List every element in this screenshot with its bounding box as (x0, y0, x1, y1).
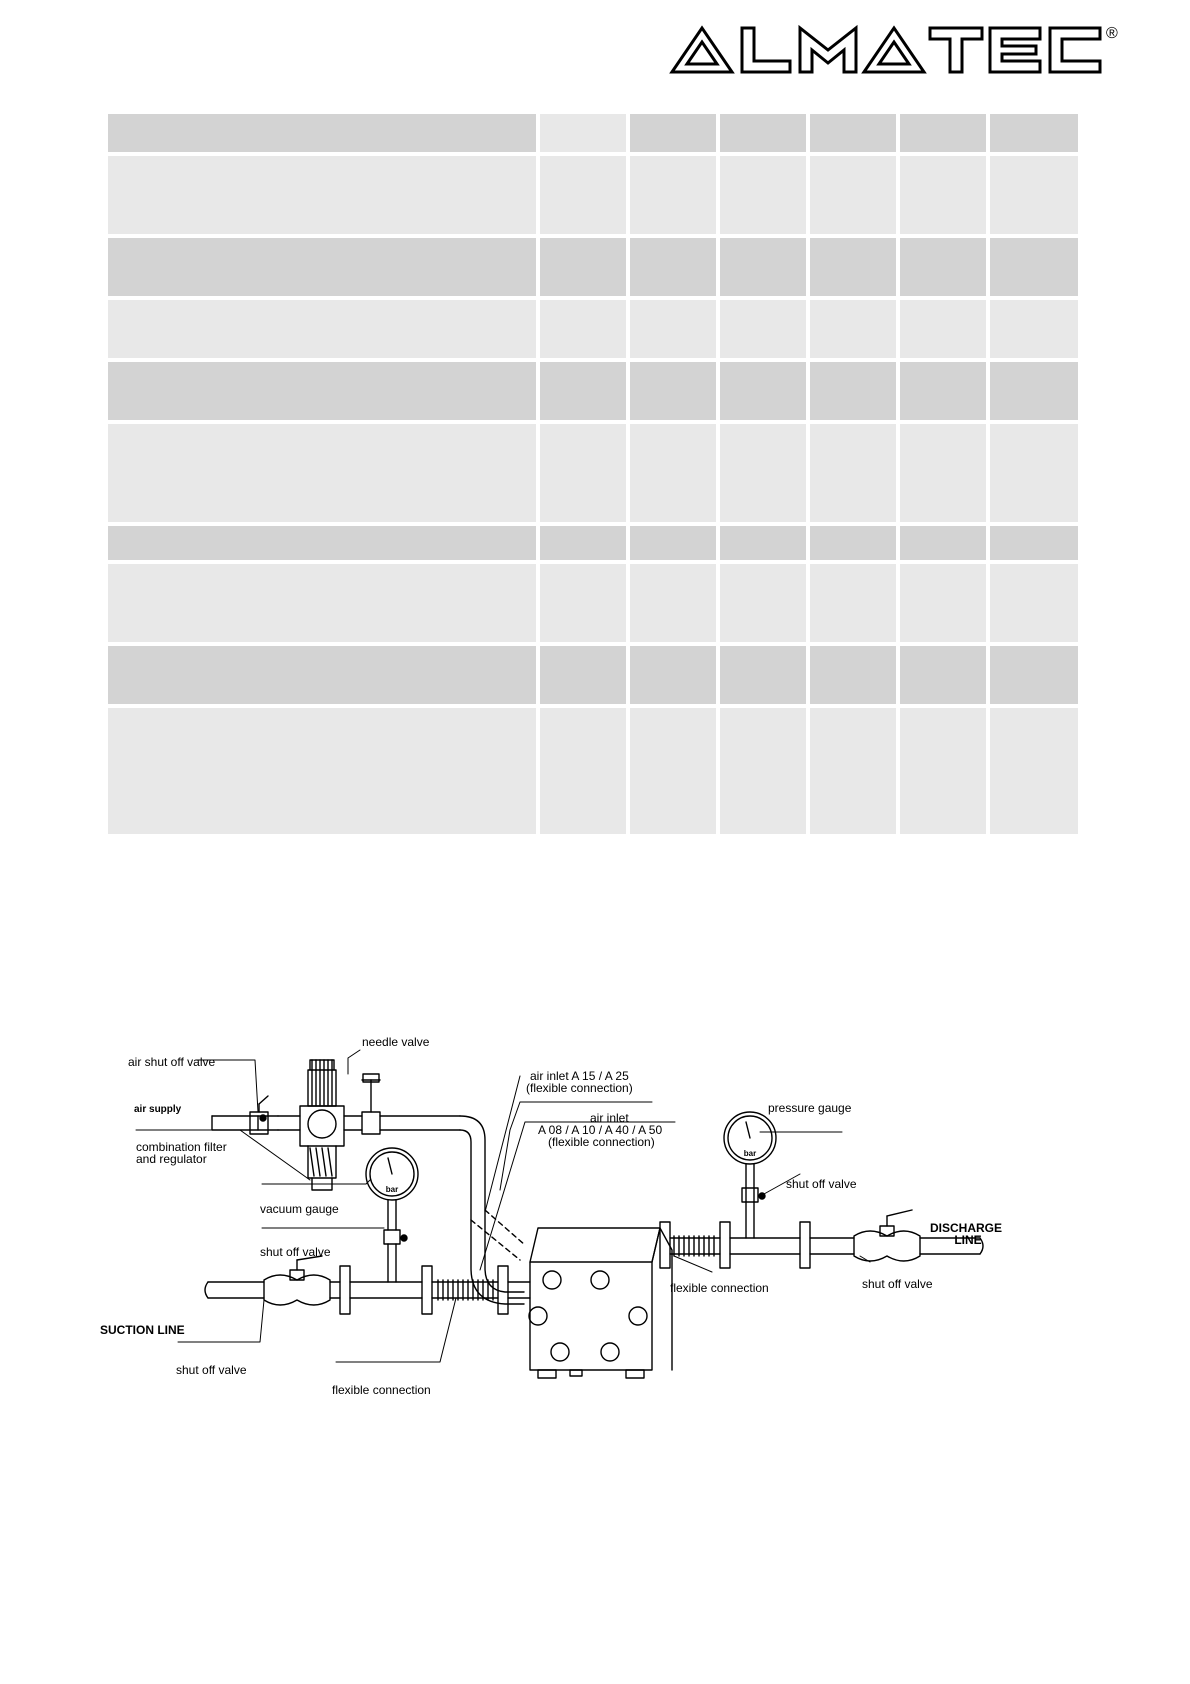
almatec-logo (660, 20, 1130, 80)
needle-valve (362, 1074, 460, 1134)
table-cell-r5-c6 (990, 424, 1078, 522)
table-cell-r4-c6 (990, 362, 1078, 420)
table-cell-r5-c3 (720, 424, 806, 522)
table-cell-r3-c0 (108, 300, 536, 358)
table-cell-r2-c0 (108, 238, 536, 296)
table-cell-r7-c6 (990, 564, 1078, 642)
label-shut-off-valve-discharge-top: shut off valve (786, 1177, 857, 1191)
table-cell-r0-c4 (810, 114, 896, 152)
label-discharge-1: DISCHARGE (930, 1221, 1003, 1235)
label-flexible-connection-suction: flexible connection (332, 1383, 431, 1397)
air-hose (460, 1116, 525, 1304)
pressure-gauge-unit: bar (743, 1149, 757, 1158)
installation-diagram (100, 1030, 1100, 1480)
suction-flexible-connection (432, 1266, 530, 1314)
label-shut-off-valve-suction: shut off valve (176, 1363, 247, 1377)
table-cell-r8-c5 (900, 646, 986, 704)
vacuum-gauge (366, 1148, 418, 1282)
pressure-gauge (724, 1112, 776, 1238)
table-cell-r8-c6 (990, 646, 1078, 704)
label-pressure-gauge: pressure gauge (768, 1101, 852, 1115)
table-cell-r5-c2 (630, 424, 716, 522)
label-needle-valve: needle valve (362, 1035, 430, 1049)
label-air-inlet-3: (flexible connection) (548, 1135, 655, 1149)
table-cell-r5-c5 (900, 424, 986, 522)
table-cell-r5-c1 (540, 424, 626, 522)
table-cell-r2-c1 (540, 238, 626, 296)
table-cell-r2-c5 (900, 238, 986, 296)
label-shut-off-valve-suction-gauge: shut off valve (260, 1245, 331, 1259)
table-cell-r4-c5 (900, 362, 986, 420)
label-vacuum-gauge: vacuum gauge (260, 1202, 339, 1216)
label-air-inlet-a15-1: air inlet A 15 / A 25 (530, 1069, 629, 1083)
table-cell-r3-c5 (900, 300, 986, 358)
table-cell-r1-c1 (540, 156, 626, 234)
table-cell-r0-c3 (720, 114, 806, 152)
discharge-flexible-connection (660, 1222, 730, 1268)
table-cell-r2-c2 (630, 238, 716, 296)
table-cell-r8-c3 (720, 646, 806, 704)
table-cell-r7-c2 (630, 564, 716, 642)
table-cell-r5-c0 (108, 424, 536, 522)
table-cell-r2-c4 (810, 238, 896, 296)
air-shut-off-valve (250, 1096, 268, 1134)
suction-shut-off-valve (264, 1256, 330, 1305)
table-cell-r1-c4 (810, 156, 896, 234)
table-cell-r9-c3 (720, 708, 806, 834)
label-combination-filter-2: and regulator (136, 1152, 207, 1166)
table-cell-r4-c2 (630, 362, 716, 420)
table-cell-r0-c0 (108, 114, 536, 152)
table-cell-r1-c6 (990, 156, 1078, 234)
label-air-shut-off-valve: air shut off valve (128, 1055, 216, 1069)
label-air-supply: air supply (134, 1104, 182, 1115)
table-cell-r3-c4 (810, 300, 896, 358)
table-cell-r3-c3 (720, 300, 806, 358)
label-discharge-2: LINE (954, 1233, 982, 1247)
table-cell-r7-c5 (900, 564, 986, 642)
table-cell-r2-c6 (990, 238, 1078, 296)
leader-lines (136, 1050, 870, 1362)
table-cell-r7-c1 (540, 564, 626, 642)
label-air-inlet-1: air inlet (590, 1111, 629, 1125)
table-cell-r1-c2 (630, 156, 716, 234)
pump-body (529, 1228, 672, 1378)
combination-filter-regulator (278, 1060, 362, 1190)
table-cell-r0-c2 (630, 114, 716, 152)
discharge-shut-off-valve (854, 1210, 920, 1261)
suction-pipe (205, 1266, 432, 1314)
table-cell-r8-c2 (630, 646, 716, 704)
table-cell-r1-c3 (720, 156, 806, 234)
table-cell-r3-c1 (540, 300, 626, 358)
table-cell-r6-c2 (630, 526, 716, 560)
table-cell-r6-c1 (540, 526, 626, 560)
label-shut-off-valve-discharge: shut off valve (862, 1277, 933, 1291)
spec-table (108, 114, 1082, 862)
table-cell-r4-c4 (810, 362, 896, 420)
table-cell-r3-c6 (990, 300, 1078, 358)
table-cell-r9-c1 (540, 708, 626, 834)
table-cell-r9-c0 (108, 708, 536, 834)
table-cell-r6-c3 (720, 526, 806, 560)
registered-mark: ® (1106, 25, 1118, 42)
table-cell-r5-c4 (810, 424, 896, 522)
table-cell-r3-c2 (630, 300, 716, 358)
label-flexible-connection-discharge: flexible connection (670, 1281, 769, 1295)
table-cell-r2-c3 (720, 238, 806, 296)
label-combination-filter-1: combination filter (136, 1140, 227, 1154)
table-cell-r1-c5 (900, 156, 986, 234)
table-cell-r4-c1 (540, 362, 626, 420)
table-cell-r8-c0 (108, 646, 536, 704)
table-cell-r8-c4 (810, 646, 896, 704)
table-cell-r6-c0 (108, 526, 536, 560)
table-cell-r4-c3 (720, 362, 806, 420)
table-cell-r9-c5 (900, 708, 986, 834)
vacuum-gauge-unit: bar (385, 1185, 399, 1194)
table-cell-r1-c0 (108, 156, 536, 234)
table-cell-r7-c3 (720, 564, 806, 642)
label-air-inlet-a15-2: (flexible connection) (526, 1081, 633, 1095)
table-cell-r4-c0 (108, 362, 536, 420)
table-cell-r0-c5 (900, 114, 986, 152)
table-cell-r6-c5 (900, 526, 986, 560)
label-suction-line: SUCTION LINE (100, 1323, 185, 1337)
table-cell-r7-c0 (108, 564, 536, 642)
table-cell-r9-c4 (810, 708, 896, 834)
table-cell-r0-c1 (540, 114, 626, 152)
table-cell-r6-c6 (990, 526, 1078, 560)
table-cell-r9-c2 (630, 708, 716, 834)
table-cell-r9-c6 (990, 708, 1078, 834)
label-air-inlet-2: A 08 / A 10 / A 40 / A 50 (538, 1123, 663, 1137)
table-cell-r8-c1 (540, 646, 626, 704)
table-cell-r7-c4 (810, 564, 896, 642)
table-cell-r0-c6 (990, 114, 1078, 152)
table-cell-r6-c4 (810, 526, 896, 560)
